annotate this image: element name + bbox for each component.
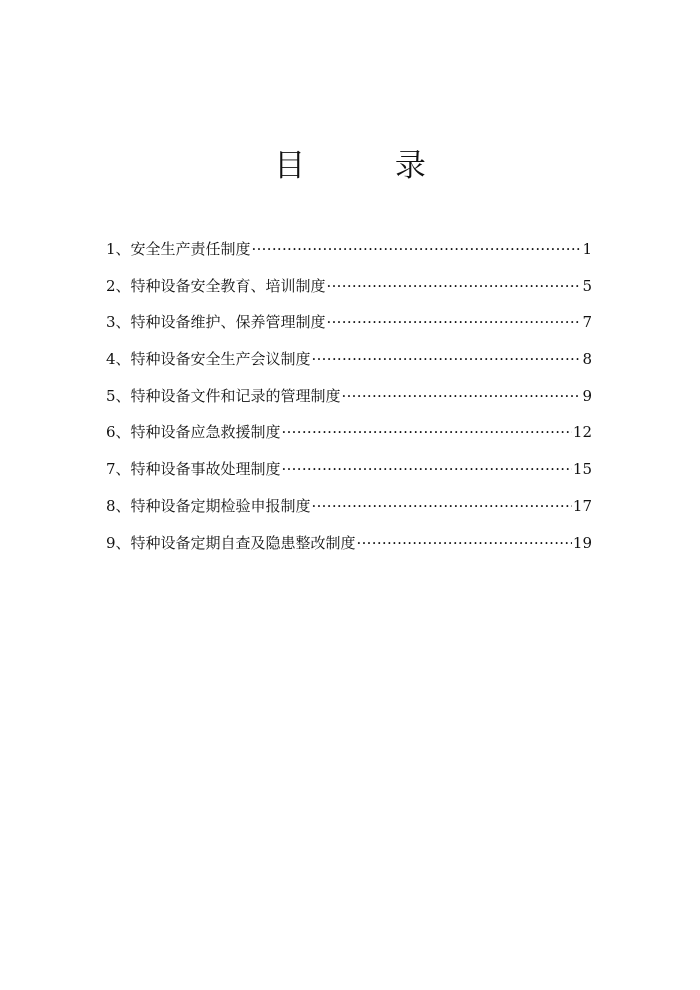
toc-leader-dots [282, 419, 572, 445]
toc-leader-dots [327, 309, 582, 335]
toc-leader-dots [312, 493, 572, 519]
toc-entry-2[interactable] [106, 273, 592, 310]
toc-entry-4[interactable] [106, 346, 592, 383]
toc-leader-dots [312, 346, 582, 372]
toc-entry-1[interactable] [106, 236, 592, 273]
toc-entry-8[interactable] [106, 493, 592, 530]
toc-leader-dots [342, 383, 582, 409]
toc-entry-label: 7、特种设备事故处理制度 [106, 460, 281, 479]
toc-leader-dots [282, 456, 572, 482]
toc-entry-label: 3、特种设备维护、保养管理制度 [106, 313, 326, 332]
toc-entry-label: 8、特种设备定期检验申报制度 [106, 496, 311, 515]
toc-entry-7[interactable] [106, 456, 592, 493]
page-title: 目 录 [274, 148, 466, 184]
toc-entry-label: 1、安全生产责任制度 [106, 240, 251, 258]
toc-entry-page: 1 [582, 240, 592, 258]
toc-entry-page: 17 [572, 496, 592, 515]
table-of-contents [106, 236, 592, 566]
toc-entry-label: 6、特种设备应急救援制度 [106, 423, 281, 442]
toc-entry-page: 9 [582, 386, 592, 405]
toc-entry-page: 15 [572, 460, 592, 479]
toc-entry-6[interactable] [106, 419, 592, 456]
toc-entry-label: 9、特种设备定期自查及隐患整改制度 [106, 533, 356, 552]
toc-entry-label: 4、特种设备安全生产会议制度 [106, 350, 311, 369]
toc-entry-label: 5、特种设备文件和记录的管理制度 [106, 386, 341, 405]
toc-entry-9[interactable] [106, 530, 592, 567]
toc-entry-page: 7 [582, 313, 592, 332]
toc-entry-page: 19 [572, 533, 592, 552]
toc-leader-dots [357, 530, 572, 556]
toc-entry-page: 5 [582, 276, 592, 295]
toc-entry-label: 2、特种设备安全教育、培训制度 [106, 276, 326, 295]
toc-entry-3[interactable] [106, 309, 592, 346]
toc-entry-page: 12 [572, 423, 592, 442]
toc-entry-5[interactable] [106, 383, 592, 420]
toc-leader-dots [252, 236, 582, 262]
toc-leader-dots [327, 273, 582, 299]
toc-entry-page: 8 [582, 350, 592, 369]
